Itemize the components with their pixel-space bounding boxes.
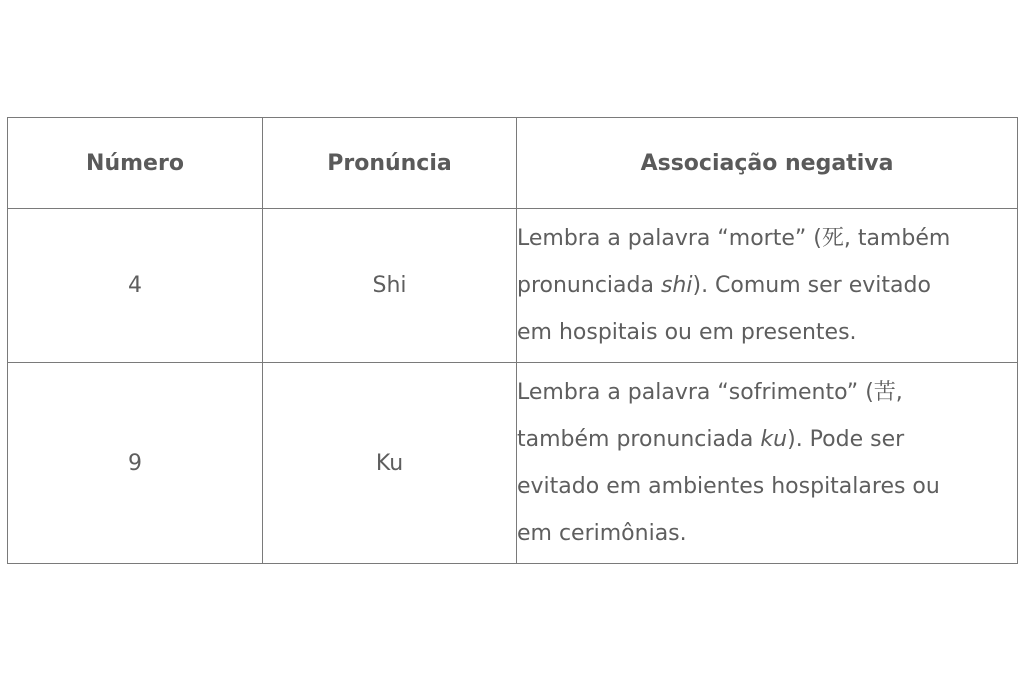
number-associations-table [7,117,1018,564]
cell-pronuncia: Ku [263,363,517,564]
desc-line: em cerimônias. [517,521,687,546]
desc-line: pronunciada shi). Comum ser evitado [517,273,931,298]
table-row [8,363,1018,564]
desc-line: evitado em ambientes hospitalares ou [517,474,940,499]
header-associacao: Associação negativa [517,118,1018,209]
header-pronuncia: Pronúncia [263,118,517,209]
table-row [8,209,1018,363]
desc-line: Lembra a palavra “sofrimento” (苦, [517,380,903,405]
cell-numero: 9 [8,363,263,564]
cell-pronuncia: Shi [263,209,517,363]
cell-numero: 4 [8,209,263,363]
cell-associacao [517,209,1018,363]
desc-line: em hospitais ou em presentes. [517,320,857,345]
desc-line: Lembra a palavra “morte” (死, também [517,226,951,251]
table-header-row [8,118,1018,209]
desc-line: também pronunciada ku). Pode ser [517,427,905,452]
cell-associacao [517,363,1018,564]
header-numero: Número [8,118,263,209]
